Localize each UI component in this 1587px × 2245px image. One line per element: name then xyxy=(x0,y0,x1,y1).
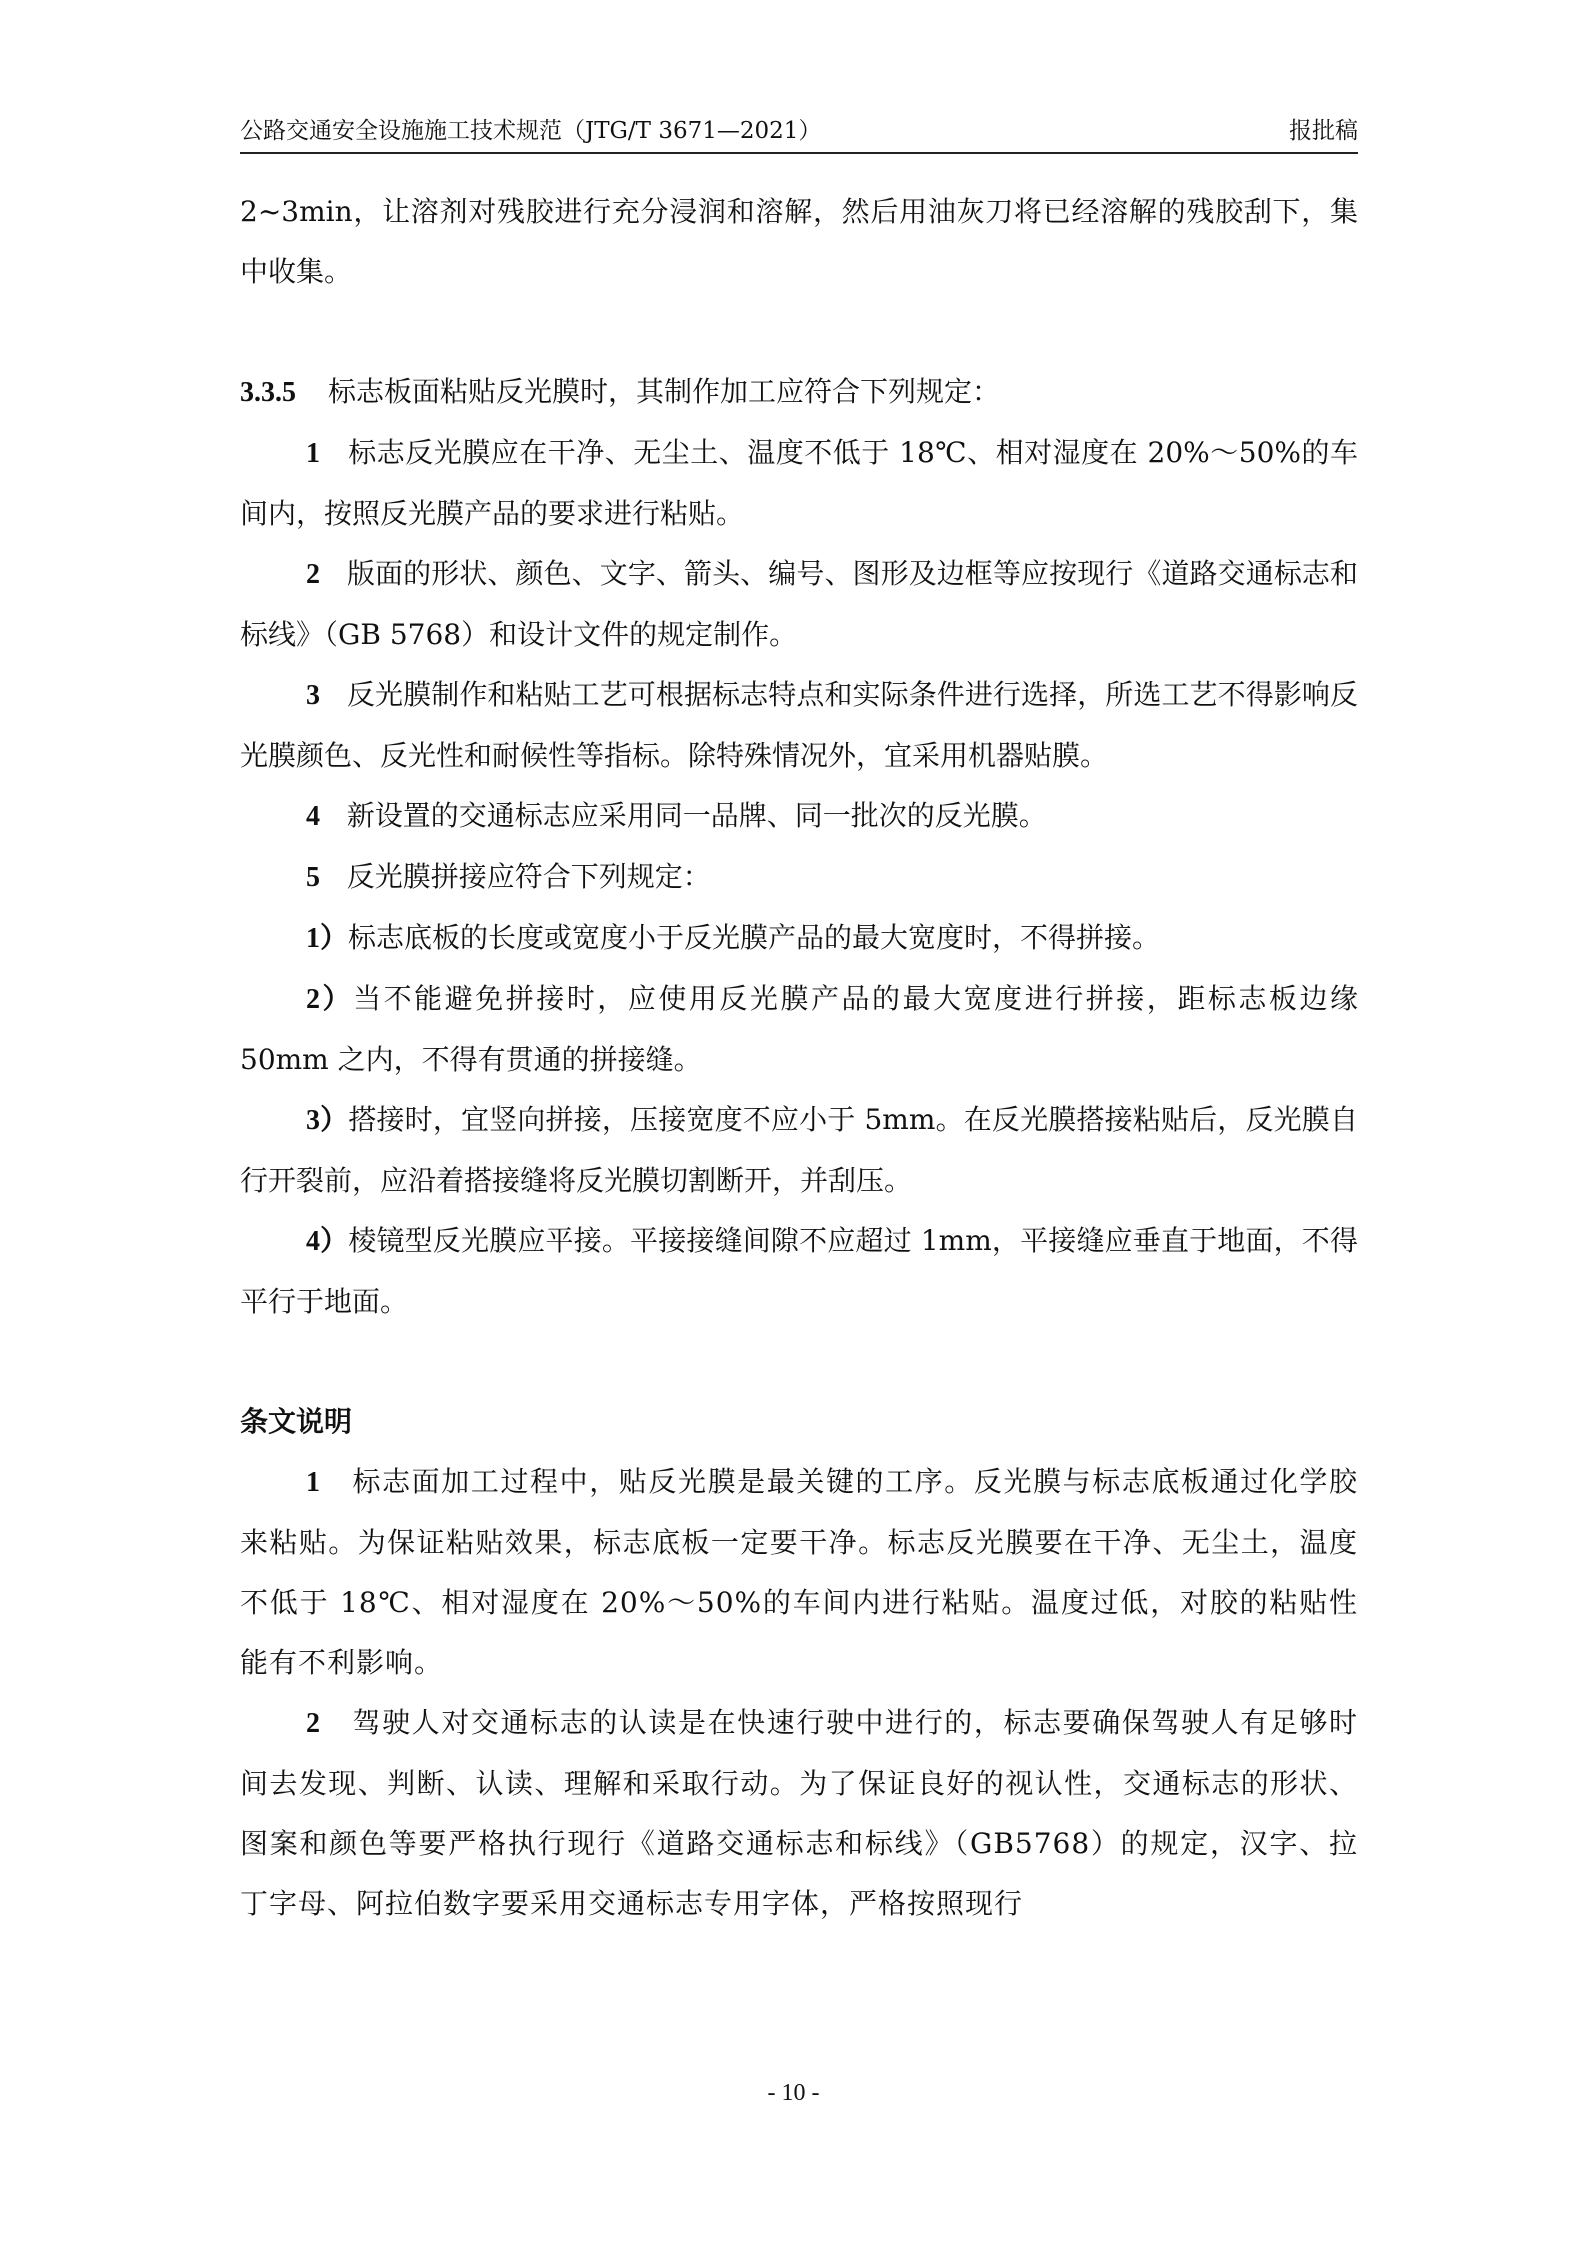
subitem-text: 当不能避免拼接时，应使用反光膜产品的最大宽度进行拼接，距标志板边缘 50mm 之内，不得有贯通的拼接缝。 xyxy=(240,982,1358,1076)
clause-text: 标志板面粘贴反光膜时，其制作加工应符合下列规定： xyxy=(328,375,1001,408)
item-number: 3 xyxy=(306,680,320,711)
item-number: 5 xyxy=(306,862,320,893)
subitem-number: 4） xyxy=(306,1226,349,1257)
clause-number: 3.3.5 xyxy=(240,377,296,408)
page-header xyxy=(240,112,1358,154)
page-body xyxy=(240,182,1358,1934)
clause-item xyxy=(240,544,1358,665)
item-text: 版面的形状、颜色、文字、箭头、编号、图形及边框等应按现行《道路交通标志和标线》（GB 5768）和设计文件的规定制作。 xyxy=(240,557,1358,651)
clause-subitem xyxy=(240,969,1358,1090)
clause-subitem xyxy=(240,1211,1358,1332)
explanation-item xyxy=(240,1452,1358,1693)
subitem-number: 3） xyxy=(306,1105,349,1136)
subitem-text: 搭接时，宜竖向拼接，压接宽度不应小于 5mm。在反光膜搭接粘贴后，反光膜自行开裂前，应沿着搭接缝将反光膜切割断开，并刮压。 xyxy=(240,1103,1358,1197)
explanation-number: 1 xyxy=(306,1467,321,1498)
item-text: 标志反光膜应在干净、无尘土、温度不低于 18℃、相对湿度在 20%～50%的车间内，按照反光膜产品的要求进行粘贴。 xyxy=(240,436,1359,530)
item-text: 反光膜制作和粘贴工艺可根据标志特点和实际条件进行选择，所选工艺不得影响反光膜颜色、反光性和耐候性等指标。除特殊情况外，宜采用机器贴膜。 xyxy=(240,678,1358,772)
document-title: 公路交通安全设施施工技术规范（JTG/T 3671—2021） xyxy=(240,118,822,144)
explanation-number: 2 xyxy=(306,1708,321,1739)
clause-item xyxy=(240,786,1358,847)
item-number: 2 xyxy=(306,559,320,590)
item-text: 新设置的交通标志应采用同一品牌、同一批次的反光膜。 xyxy=(346,799,1047,832)
clause-item xyxy=(240,847,1358,908)
subitem-text: 标志底板的长度或宽度小于反光膜产品的最大宽度时，不得拼接。 xyxy=(348,921,1161,954)
clause-subitem xyxy=(240,908,1358,969)
explanation-text: 标志面加工过程中，贴反光膜是最关键的工序。反光膜与标志底板通过化学胶来粘贴。为保证粘贴效果，标志底板一定要干净。标志反光膜要在干净、无尘土，温度不低于 18℃、相对湿度在 20%～50%的车间内进行粘贴。温度过低，对胶的粘贴性能有不利影响。 xyxy=(240,1465,1358,1679)
explanation-text: 驾驶人对交通标志的认读是在快速行驶中进行的，标志要确保驾驶人有足够时间去发现、判断、认读、理解和采取行动。为了保证良好的视认性，交通标志的形状、图案和颜色等要严格执行现行《道路交通标志和标线》（GB5768）的规定，汉字、拉丁字母、阿拉伯数字要采用交通标志专用字体，严格按照现行 xyxy=(240,1706,1358,1920)
subitem-number: 1） xyxy=(306,923,349,954)
subitem-text: 棱镜型反光膜应平接。平接接缝间隙不应超过 1mm，平接缝应垂直于地面，不得平行于地面。 xyxy=(240,1224,1358,1318)
intro-paragraph: 2~3min，让溶剂对残胶进行充分浸润和溶解，然后用油灰刀将已经溶解的残胶刮下，集中收集。 xyxy=(240,195,1358,288)
item-number: 4 xyxy=(306,801,320,832)
clause-subitem xyxy=(240,1090,1358,1211)
clause-item xyxy=(240,423,1358,544)
subitem-number: 2） xyxy=(306,984,354,1015)
explanation-title: 条文说明 xyxy=(240,1405,353,1438)
draft-status: 报批稿 xyxy=(1289,118,1358,144)
explanation-item xyxy=(240,1693,1358,1934)
item-number: 1 xyxy=(306,438,320,469)
clause-item xyxy=(240,665,1358,786)
item-text: 反光膜拼接应符合下列规定： xyxy=(346,860,711,893)
page-number: - 10 - xyxy=(767,2080,820,2106)
clause-heading xyxy=(240,362,1358,423)
